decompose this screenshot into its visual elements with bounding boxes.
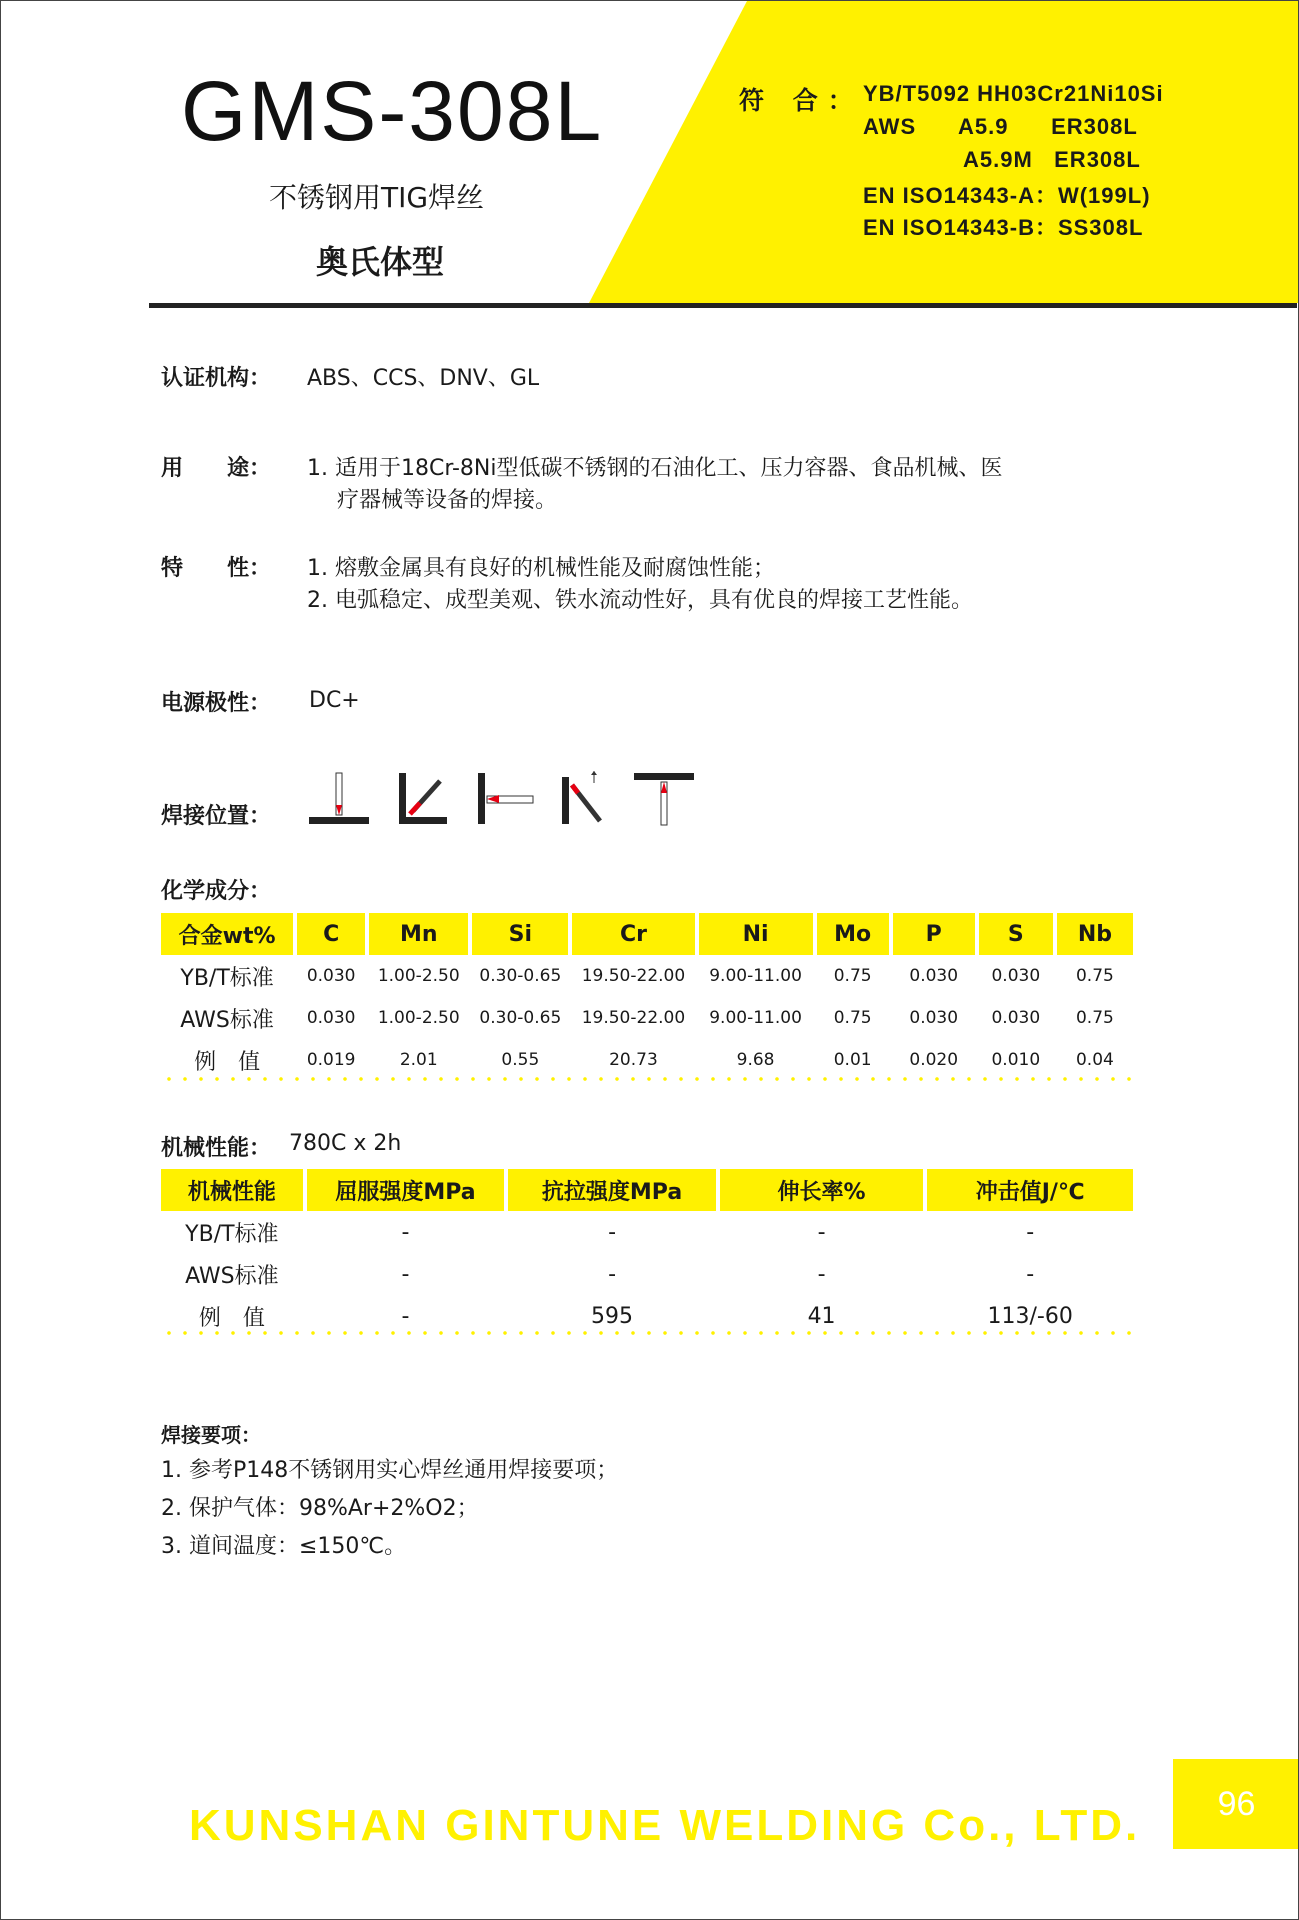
table-cell: 0.75: [1075, 1008, 1114, 1028]
welding-note: 2. 保护气体：98%Ar+2%O2；: [161, 1496, 479, 1521]
standard-line: AWS A5.9 ER308L: [863, 114, 1138, 139]
column-header: Mo: [817, 913, 889, 955]
table-row: [161, 1211, 1133, 1253]
table-cell: 1.00-2.50: [377, 966, 460, 986]
company-name: KUNSHAN GINTUNE WELDING Co., LTD.: [189, 1801, 1141, 1850]
mechanical-condition: 780C x 2h: [289, 1131, 402, 1156]
table-cell: 2.01: [399, 1050, 438, 1070]
horizontal-position-icon: [478, 773, 533, 824]
column-header: S: [979, 913, 1053, 955]
table-cell: 19.50-22.00: [581, 966, 686, 986]
table-row: [161, 1039, 1133, 1081]
certification-value: ABS、CCS、DNV、GL: [307, 366, 540, 391]
feature-line: 1. 熔敷金属具有良好的机械性能及耐腐蚀性能；: [307, 556, 775, 581]
polarity-label: 电源极性：: [161, 691, 272, 716]
row-header: YB/T标准: [185, 1221, 279, 1247]
column-header: 抗拉强度MPa: [508, 1169, 716, 1211]
column-header: 冲击值J/℃: [927, 1169, 1133, 1211]
row-header: AWS标准: [180, 1007, 274, 1033]
table-cell: -: [1026, 1261, 1035, 1287]
table-cell: 0.030: [991, 966, 1041, 986]
table-cell: -: [608, 1261, 617, 1287]
table-cell: 595: [591, 1303, 634, 1329]
welding-position-label: 焊接位置：: [161, 804, 272, 829]
conform-label: 符 合：: [739, 86, 863, 115]
column-header: Nb: [1057, 913, 1133, 955]
table-cell: -: [401, 1303, 410, 1329]
table-cell: 0.30-0.65: [479, 1008, 562, 1028]
column-header: 伸长率%: [720, 1169, 924, 1211]
page-number: 96: [1173, 1759, 1299, 1849]
usage-line: 疗器械等设备的焊接。: [337, 488, 558, 513]
standard-line: EN ISO14343-A：W(199L): [863, 183, 1151, 208]
welding-note: 3. 道间温度：≤150℃。: [161, 1534, 407, 1559]
table-cell: 0.030: [909, 966, 959, 986]
table-cell: 0.030: [991, 1008, 1041, 1028]
row-header: AWS标准: [185, 1263, 279, 1289]
features-label: 特 性：: [161, 556, 272, 581]
table-cell: 9.00-11.00: [709, 1008, 802, 1028]
welding-position-icons: [306, 771, 706, 827]
table-row: [161, 1253, 1133, 1295]
feature-line: 2. 电弧稳定、成型美观、铁水流动性好，具有优良的焊接工艺性能。: [307, 588, 973, 613]
certification-label: 认证机构：: [161, 366, 272, 391]
table-cell: 9.68: [736, 1050, 775, 1070]
mechanical-label: 机械性能：: [161, 1136, 272, 1161]
chemical-composition-table: [157, 913, 1137, 1081]
table-cell: 0.019: [306, 1050, 356, 1070]
table-cell: 0.020: [909, 1050, 959, 1070]
table-cell: 20.73: [609, 1050, 658, 1070]
table-cell: -: [1026, 1219, 1035, 1245]
table-cell: 0.030: [909, 1008, 959, 1028]
table-cell: 0.55: [501, 1050, 540, 1070]
table-cell: -: [817, 1261, 826, 1287]
table-cell: 113/-60: [987, 1303, 1073, 1329]
standard-line: A5.9M ER308L: [963, 147, 1141, 172]
welding-notes-label: 焊接要项：: [161, 1423, 261, 1447]
chemical-label: 化学成分：: [161, 879, 272, 904]
table-row: [161, 997, 1133, 1039]
table-cell: -: [817, 1219, 826, 1245]
row-header: 例 值: [198, 1305, 265, 1331]
table-cell: 0.04: [1075, 1050, 1114, 1070]
table-cell: 0.010: [991, 1050, 1041, 1070]
welding-note: 1. 参考P148不锈钢用实心焊丝通用焊接要项；: [161, 1458, 619, 1483]
table-cell: 0.75: [1075, 966, 1114, 986]
table-cell: 1.00-2.50: [377, 1008, 460, 1028]
table-cell: 0.030: [306, 1008, 356, 1028]
flat-position-icon: [309, 773, 369, 824]
row-header: 例 值: [194, 1049, 261, 1075]
column-header: Ni: [699, 913, 813, 955]
polarity-value: DC+: [309, 688, 360, 713]
table-header-row: [161, 913, 1133, 955]
column-header: 屈服强度MPa: [307, 1169, 505, 1211]
table-row: [161, 955, 1133, 997]
column-header: Cr: [572, 913, 694, 955]
product-subtitle: 不锈钢用TIG焊丝: [269, 181, 485, 214]
table-cell: 0.030: [306, 966, 356, 986]
product-title: GMS-308L: [181, 64, 604, 158]
column-header: P: [893, 913, 975, 955]
usage-line: 1. 适用于18Cr-8Ni型低碳不锈钢的石油化工、压力容器、食品机械、医: [307, 456, 1003, 481]
table-cell: -: [401, 1219, 410, 1245]
dotted-divider: [161, 1077, 1131, 1081]
table-cell: 0.01: [833, 1050, 872, 1070]
overhead-position-icon: [634, 773, 694, 825]
column-header: 机械性能: [161, 1169, 303, 1211]
column-header: C: [297, 913, 365, 955]
table-cell: 0.30-0.65: [479, 966, 562, 986]
column-header: Si: [472, 913, 568, 955]
table-cell: 41: [807, 1303, 836, 1329]
table-cell: -: [401, 1261, 410, 1287]
mechanical-properties-table: [157, 1169, 1137, 1337]
vertical-up-position-icon: [562, 771, 600, 824]
usage-label: 用 途：: [161, 456, 272, 481]
standard-line: EN ISO14343-B：SS308L: [863, 215, 1144, 240]
column-header: 合金wt%: [161, 913, 293, 955]
table-cell: 19.50-22.00: [581, 1008, 686, 1028]
row-header: YB/T标准: [180, 965, 274, 991]
table-cell: 0.75: [833, 966, 872, 986]
product-type: 奥氏体型: [316, 243, 445, 281]
column-header: Mn: [369, 913, 468, 955]
table-cell: 0.75: [833, 1008, 872, 1028]
horizontal-fillet-position-icon: [399, 773, 447, 824]
dotted-divider: [161, 1331, 1131, 1335]
table-header-row: [161, 1169, 1133, 1211]
header-rule: [149, 303, 1297, 308]
table-cell: -: [608, 1219, 617, 1245]
standard-line: YB/T5092 HH03Cr21Ni10Si: [863, 81, 1164, 106]
table-cell: 9.00-11.00: [709, 966, 802, 986]
